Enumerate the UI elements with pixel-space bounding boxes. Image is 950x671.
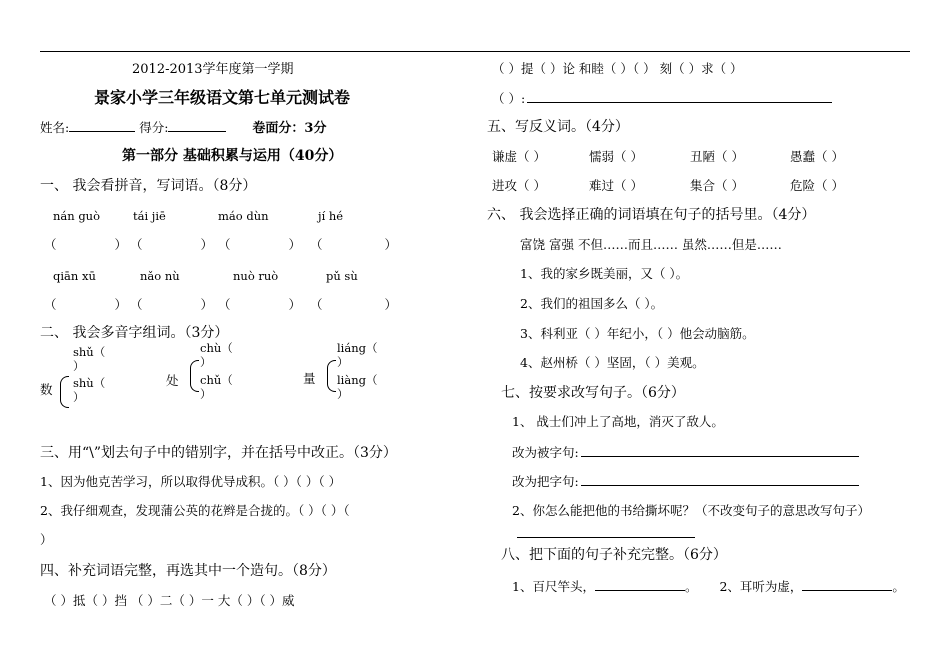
q1-title: 一、 我会看拼音，写词语。（8分） [40,178,257,194]
q2-brace-1 [60,376,69,408]
name-score-row [40,119,326,137]
q6-options: 富饶 富强 不但……而且…… 虽然……但是…… [520,237,782,252]
part-one-heading: 第一部分 基础积累与运用（40分） [122,148,343,164]
score-label: 得分: [139,120,169,135]
q1-pinyin-6: nǎo nù [140,269,180,283]
q5-antonym-2[interactable]: 懦弱（ ） [589,149,643,164]
name-blank[interactable] [69,119,135,132]
q4-sentence-row[interactable]: （ ）: [492,90,832,107]
q8-title: 八、把下面的句子补充完整。（6分） [501,547,727,563]
term-label: 2012-2013学年度第一学期 [132,62,294,77]
q7-answer-line[interactable] [517,537,695,538]
q3-title: 三、用“\”划去句子中的错别字，并在括号中改正。（3分） [40,445,397,461]
q6-sentence-4[interactable]: 4、赵州桥（ ）坚固，（ ）美观。 [520,355,705,370]
q7-title: 七、按要求改写句子。（6分） [501,385,685,401]
q2-chu4[interactable]: chù（ [200,341,233,355]
q4-title: 四、补充词语完整，再选其中一个造句。（8分） [40,563,336,579]
q3-sentence-1[interactable]: 1、因为他克苦学习，所以取得优导成积。（ ）（ ）（ ） [40,474,342,489]
q2-chu3-close: ） [200,387,212,401]
q2-char-shu: 数 [40,382,53,397]
q2-brace-2 [190,360,199,392]
q7-sentence-1: 1、 战士们冲上了高地，消灭了敌人。 [512,414,724,429]
q1-blank-row-1c[interactable]: （ ） [218,237,302,252]
q1-pinyin-1: nán guò [53,209,101,223]
q3-sentence-2-close: ） [40,532,53,547]
q2-chu4-close: ） [200,355,212,369]
q1-pinyin-8: pǔ sù [326,269,358,283]
q8-row[interactable]: 1、百尺竿头， 。 2、耳听为虚， 。 [512,579,905,594]
q2-shu3-close: ） [73,359,85,373]
q7-sentence-2: 2、你怎么能把他的书给撕坏呢？（不改变句子的意思改写句子） [512,503,870,518]
q5-antonym-5[interactable]: 进攻（ ） [492,178,546,193]
q2-char-chu: 处 [166,373,179,388]
name-label: 姓名: [40,120,70,135]
q4-row-1[interactable]: （ ）抵（ ）挡 （ ）二（ ）一 大（ ）（ ）威 [44,593,295,608]
q1-blank-row-2[interactable]: （ ） [44,297,128,312]
q2-shu3[interactable]: shǔ（ [73,345,106,359]
q2-brace-3 [327,360,336,392]
q2-chu3[interactable]: chǔ（ [200,373,233,387]
q1-blank-row-1b[interactable]: （ ） [130,237,214,252]
q7-ba-row[interactable]: 改为把字句: [512,473,859,490]
q6-sentence-3[interactable]: 3、科利亚（ ）年纪小，（ ）他会动脑筋。 [520,326,755,341]
q2-liang4-close: ） [337,387,349,401]
page-title: 景家小学三年级语文第七单元测试卷 [94,88,351,107]
right-column [487,0,917,671]
q3-sentence-2[interactable]: 2、我仔细观查，发现蒲公英的花辫是合拢的。（ ）（ ）（ [40,503,350,518]
q1-blank-row-2d[interactable]: （ ） [310,297,398,312]
q1-pinyin-2: tái jiē [133,209,166,223]
q5-antonym-7[interactable]: 集合（ ） [690,178,744,193]
q2-liang2[interactable]: liáng（ [337,341,378,355]
score-blank[interactable] [168,119,226,132]
q1-pinyin-4: jí hé [318,209,344,223]
q5-antonym-1[interactable]: 谦虚（ ） [492,149,546,164]
q1-blank-row-1d[interactable]: （ ） [310,237,398,252]
neatness-score: 卷面分：3分 [252,121,327,136]
q2-shu4[interactable]: shù（ [73,376,106,390]
left-column [40,0,475,671]
q5-antonym-4[interactable]: 愚蠢（ ） [790,149,844,164]
q6-title: 六、 我会选择正确的词语填在句子的括号里。（4分） [487,207,816,223]
q2-title: 二、 我会多音字组词。（3分） [40,325,229,341]
q1-pinyin-5: qiān xū [53,269,96,283]
q5-antonym-3[interactable]: 丑陋（ ） [690,149,744,164]
q7-passive-row[interactable]: 改为被字句: [512,444,859,461]
q1-blank-row-1[interactable]: （ ） [44,237,128,252]
q1-blank-row-2c[interactable]: （ ） [218,297,302,312]
q2-liang4[interactable]: liàng（ [337,373,378,387]
q5-antonym-8[interactable]: 危险（ ） [790,178,844,193]
q4-row-2[interactable]: （ ）提（ ）论 和睦（ ）（ ） 刻（ ）求（ ） [492,61,743,76]
q2-char-liang: 量 [303,371,316,386]
q2-shu4-close: ） [73,390,85,404]
q6-sentence-1[interactable]: 1、我的家乡既美丽，又（ ）。 [520,266,689,281]
q2-liang2-close: ） [337,355,349,369]
q5-antonym-6[interactable]: 难过（ ） [589,178,643,193]
q1-pinyin-7: nuò ruò [233,269,279,283]
q5-title: 五、写反义词。（4分） [487,119,629,135]
q1-pinyin-3: máo dùn [218,209,269,223]
q1-blank-row-2b[interactable]: （ ） [130,297,214,312]
q6-sentence-2[interactable]: 2、我们的祖国多么（ ）。 [520,296,664,311]
